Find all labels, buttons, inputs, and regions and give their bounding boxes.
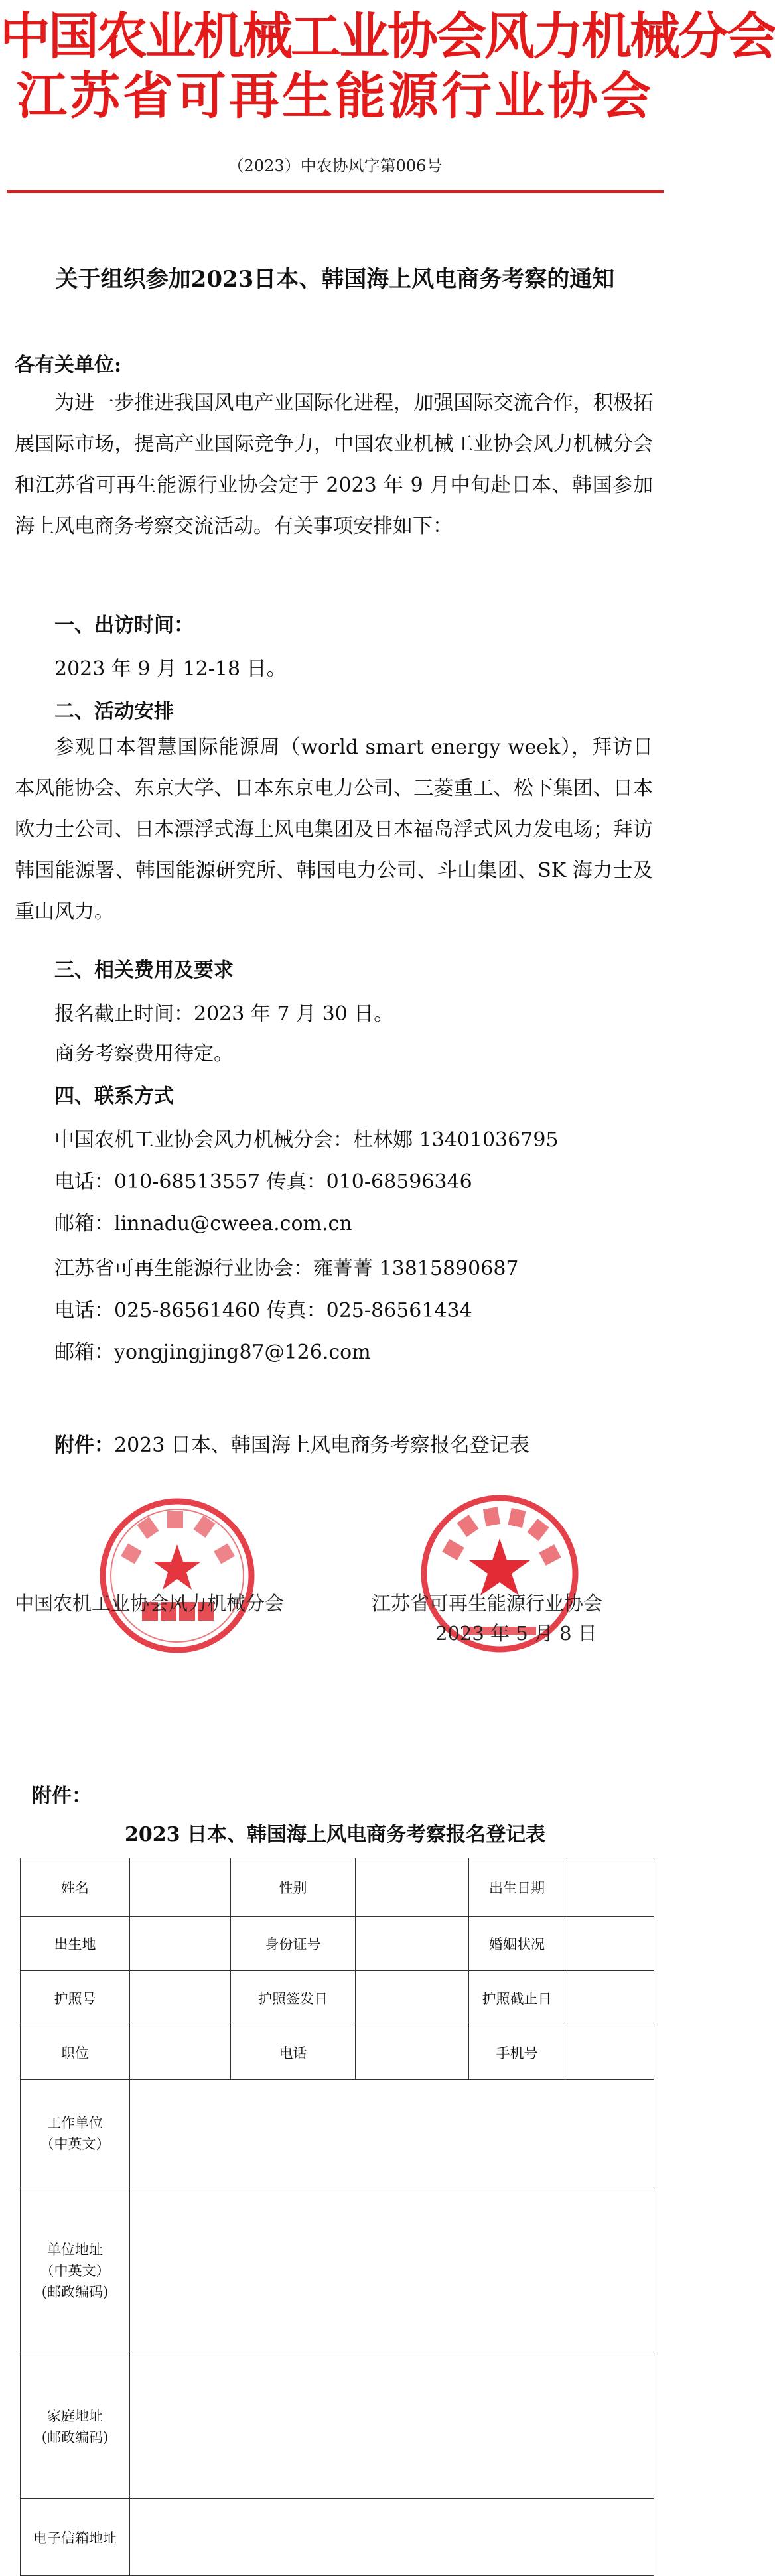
label-passport-number: 护照号 bbox=[21, 1971, 130, 2025]
notice-title: 关于组织参加2023日本、韩国海上风电商务考察的通知 bbox=[55, 266, 615, 293]
section4-title: 四、联系方式 bbox=[54, 1085, 174, 1108]
section3-fee: 商务考察费用待定。 bbox=[54, 1042, 234, 1065]
section1-text: 2023 年 9 月 12-18 日。 bbox=[54, 657, 287, 681]
birth-date-field[interactable] bbox=[565, 1858, 654, 1917]
passport-expiry-date-field[interactable] bbox=[565, 1971, 654, 2025]
email-field[interactable] bbox=[130, 2499, 654, 2576]
section3-title: 三、相关费用及要求 bbox=[54, 959, 234, 982]
label-passport-issue-date: 护照签发日 bbox=[231, 1971, 356, 2025]
label-email: 电子信箱地址 bbox=[21, 2499, 130, 2576]
seal-left-stamp bbox=[94, 1493, 260, 1659]
label-position: 职位 bbox=[21, 2025, 130, 2080]
label-gender: 性别 bbox=[231, 1858, 356, 1917]
section2-text: 参观日本智慧国际能源周（world smart energy week），拜访日本风能协会、东京大学、日本东京电力公司、三菱重工、松下集团、日本欧力士公司、日本漂浮式海上风电集团及日本福岛浮式风力发电场；拜访韩国能源署、韩国能源研究所、韩国电力公司、斗山集团、SK 海力士及重山风力。 bbox=[15, 736, 653, 923]
signature-org1: 中国农机工业协会风力机械分会 bbox=[15, 1592, 285, 1615]
birthplace-field[interactable] bbox=[130, 1917, 231, 1971]
attachment-label: 附件： bbox=[54, 1434, 114, 1457]
position-field[interactable] bbox=[130, 2025, 231, 2080]
label-home-address: 家庭地址 (邮政编码) bbox=[21, 2354, 130, 2499]
home-address-field[interactable] bbox=[130, 2354, 654, 2499]
label-name: 姓名 bbox=[21, 1858, 130, 1917]
gender-field[interactable] bbox=[356, 1858, 469, 1917]
mobile-field[interactable] bbox=[565, 2025, 654, 2080]
signature-date: 2023 年 5 月 8 日 bbox=[435, 1622, 597, 1645]
marital-status-field[interactable] bbox=[565, 1917, 654, 1971]
contact-line: 电话：025-86561460 传真：025-86561434 bbox=[54, 1299, 472, 1322]
work-unit-field[interactable] bbox=[130, 2080, 654, 2187]
unit-address-field[interactable] bbox=[130, 2187, 654, 2354]
attachment-text: 2023 日本、韩国海上风电商务考察报名登记表 bbox=[114, 1434, 529, 1457]
section1-title: 一、出访时间： bbox=[54, 614, 194, 637]
label-marital-status: 婚姻状况 bbox=[469, 1917, 565, 1971]
header-red-divider bbox=[7, 190, 664, 193]
letterhead-org2: 江苏省可再生能源行业协会 bbox=[17, 66, 654, 125]
contact-line: 电话：010-68513557 传真：010-68596346 bbox=[54, 1170, 472, 1193]
passport-number-field[interactable] bbox=[130, 1971, 231, 2025]
phone-field[interactable] bbox=[356, 2025, 469, 2080]
contact-line: 江苏省可再生能源行业协会：雍菁菁 13815890687 bbox=[54, 1257, 519, 1280]
contact-line: 邮箱：linnadu@cweea.com.cn bbox=[54, 1212, 352, 1235]
contact-line: 中国农机工业协会风力机械分会：杜林娜 13401036795 bbox=[54, 1128, 559, 1152]
addressee: 各有关单位: bbox=[15, 354, 122, 377]
id-number-field[interactable] bbox=[356, 1917, 469, 1971]
label-id-number: 身份证号 bbox=[231, 1917, 356, 1971]
signature-org2: 江苏省可再生能源行业协会 bbox=[372, 1592, 603, 1615]
name-field[interactable] bbox=[130, 1858, 231, 1917]
section3-deadline: 报名截止时间：2023 年 7 月 30 日。 bbox=[54, 1002, 394, 1026]
label-birth-date: 出生日期 bbox=[469, 1858, 565, 1917]
attachment-line bbox=[54, 1428, 529, 1457]
label-birthplace: 出生地 bbox=[21, 1917, 130, 1971]
label-phone: 电话 bbox=[231, 2025, 356, 2080]
intro-paragraph: 为进一步推进我国风电产业国际化进程，加强国际交流合作，积极拓展国际市场，提高产业国际竞争力，中国农业机械工业协会风力机械分会和江苏省可再生能源行业协会定于 2023 年 9 月中旬赴日本、韩国参加海上风电商务考察交流活动。有关事项安排如下： bbox=[15, 391, 653, 538]
passport-issue-date-field[interactable] bbox=[356, 1971, 469, 2025]
label-mobile: 手机号 bbox=[469, 2025, 565, 2080]
form-attachment-label: 附件： bbox=[32, 1785, 92, 1808]
letterhead-org1: 中国农业机械工业协会风力机械分会 bbox=[0, 7, 775, 66]
section2-title: 二、活动安排 bbox=[54, 700, 174, 723]
label-unit-address: 单位地址 （中英文） (邮政编码) bbox=[21, 2187, 130, 2354]
document-number: （2023）中农协风字第006号 bbox=[228, 157, 443, 175]
form-title: 2023 日本、韩国海上风电商务考察报名登记表 bbox=[125, 1823, 545, 1846]
registration-form bbox=[20, 1858, 654, 2576]
label-passport-expiry-date: 护照截止日 bbox=[469, 1971, 565, 2025]
label-work-unit: 工作单位 （中英文） bbox=[21, 2080, 130, 2187]
contact-line: 邮箱：yongjingjing87@126.com bbox=[54, 1341, 371, 1364]
